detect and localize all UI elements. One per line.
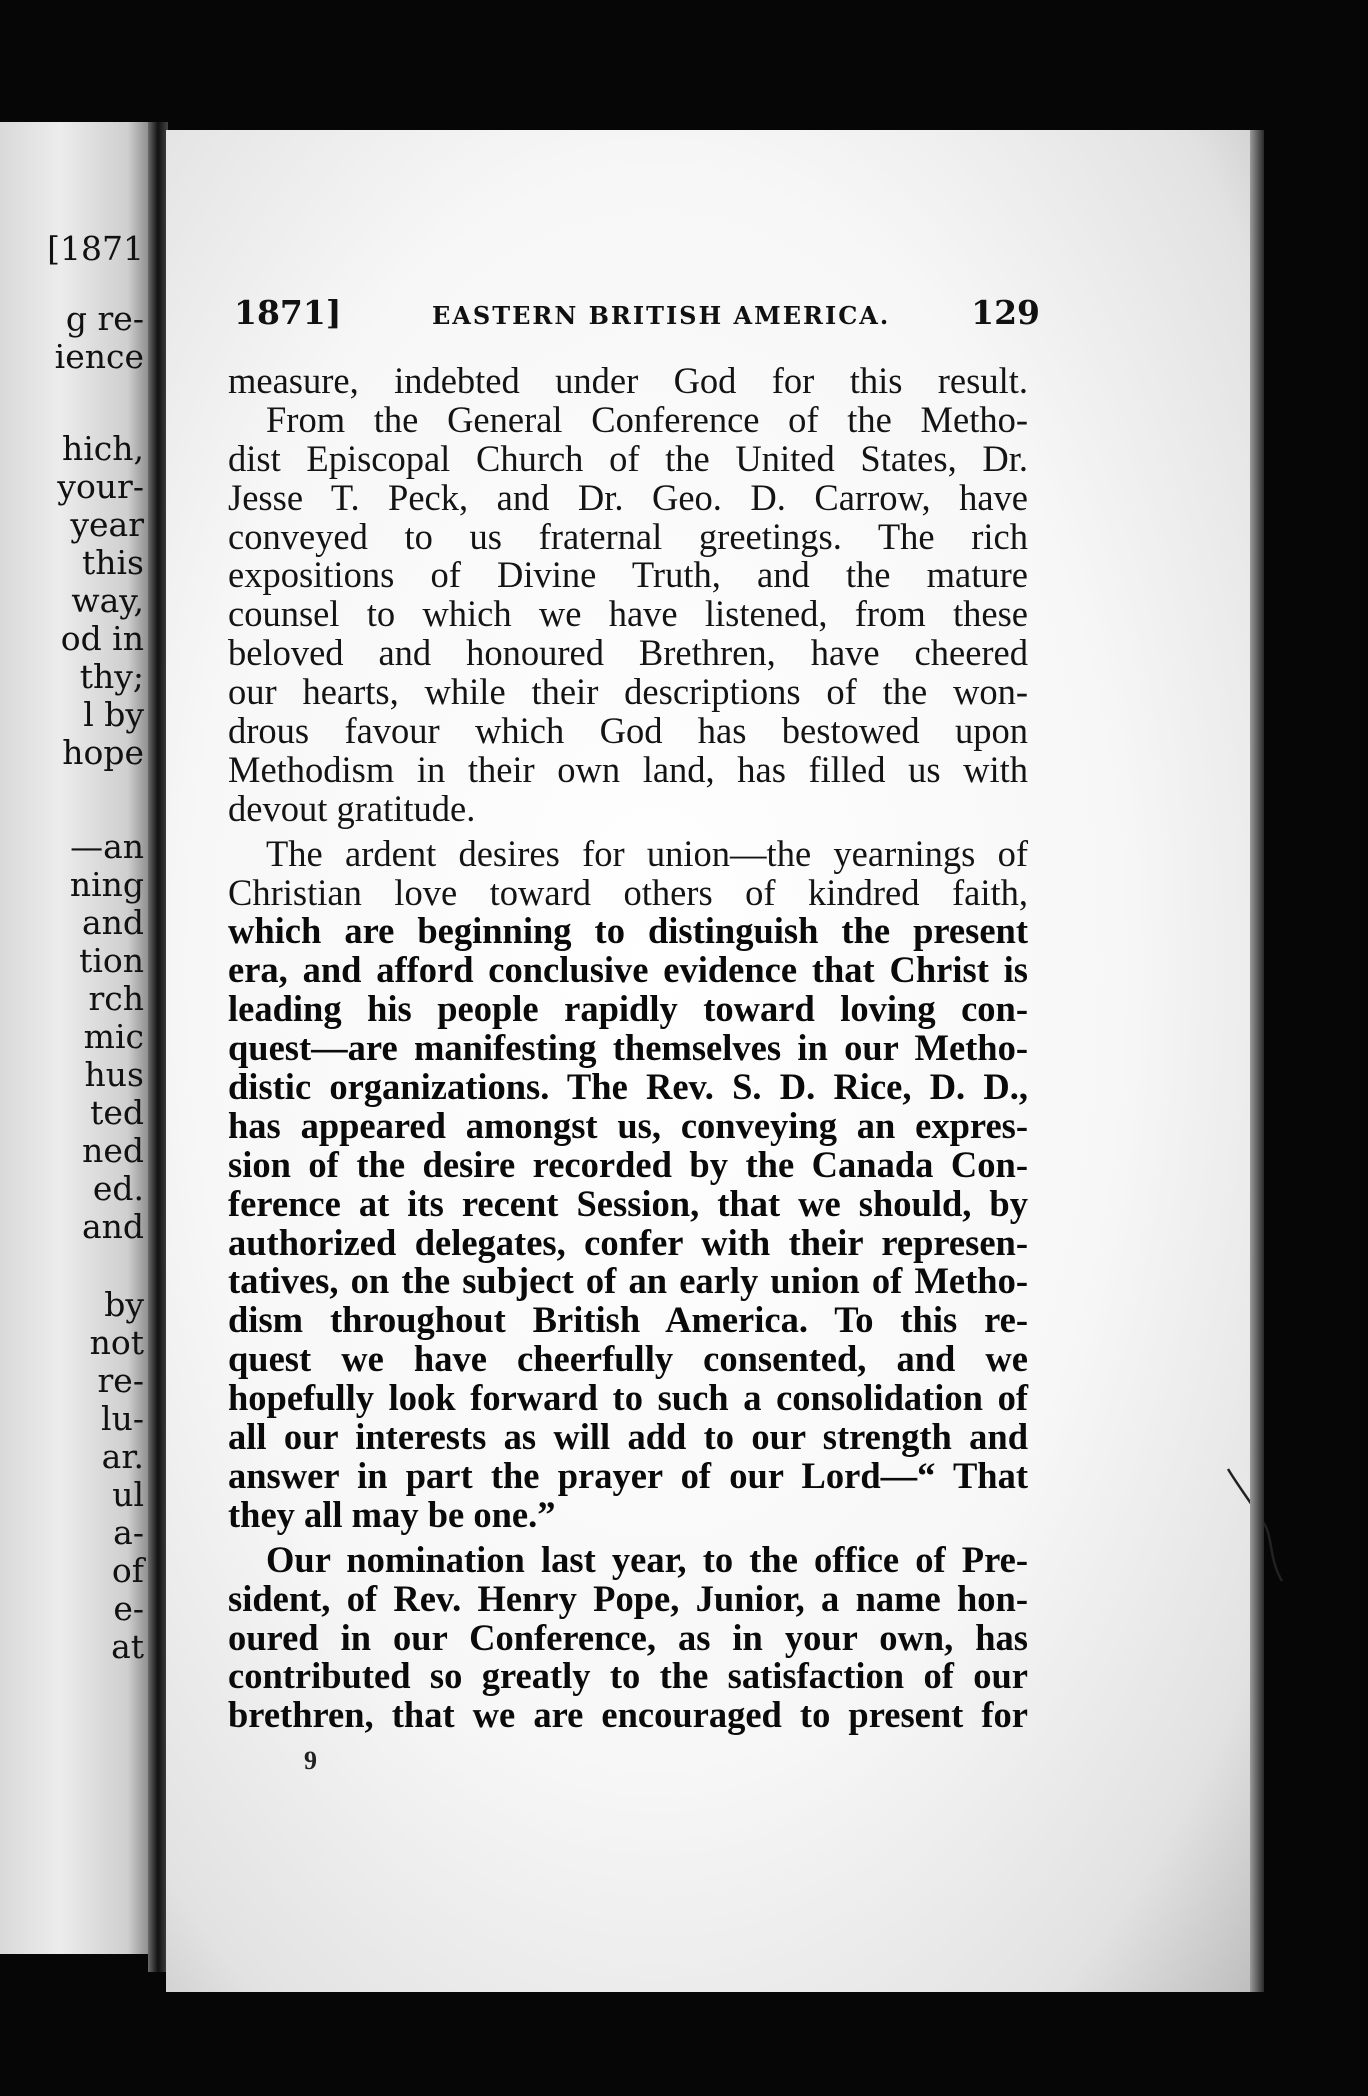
left-page-line: hich, bbox=[61, 429, 144, 468]
text-line: dist Episcopal Church of the United States, Dr. bbox=[228, 437, 1028, 479]
left-page-line: ed. bbox=[92, 1169, 144, 1208]
text-line: ference at its recent Session, that we should, by bbox=[228, 1182, 1028, 1224]
scratch-mark bbox=[1226, 1465, 1286, 1585]
page-number: 129 bbox=[971, 293, 1040, 332]
left-page-line: ar. bbox=[101, 1437, 144, 1476]
text-line: all our interests as will add to our strength and bbox=[228, 1416, 1028, 1458]
text-line: expositions of Divine Truth, and the mature bbox=[228, 554, 1028, 596]
text-line: dism throughout British America. To this re- bbox=[228, 1299, 1028, 1341]
left-page-line: od in bbox=[60, 619, 144, 658]
text-line: leading his people rapidly toward loving con- bbox=[228, 988, 1028, 1030]
left-page-line: ning bbox=[69, 865, 144, 904]
text-line: they all may be one.” bbox=[228, 1493, 556, 1535]
left-page-fragment bbox=[0, 122, 150, 1954]
text-line: our hearts, while their descriptions of the won- bbox=[228, 671, 1028, 713]
text-line: Jesse T. Peck, and Dr. Geo. D. Carrow, have bbox=[228, 476, 1028, 518]
left-page-line: ul bbox=[112, 1475, 144, 1514]
text-line: drous favour which God has bestowed upon bbox=[228, 710, 1028, 752]
signature-mark: 9 bbox=[304, 1746, 317, 1775]
left-page-line: ned bbox=[82, 1131, 144, 1170]
left-page-line: and bbox=[81, 903, 144, 942]
left-page-line: by bbox=[104, 1285, 144, 1324]
text-line: The ardent desires for union—the yearnings of bbox=[266, 832, 1028, 874]
left-page-line: at bbox=[111, 1627, 144, 1666]
text-line: oured in our Conference, as in your own, has bbox=[228, 1616, 1028, 1658]
text-line: has appeared amongst us, conveying an expres- bbox=[228, 1104, 1028, 1146]
text-line: sion of the desire recorded by the Canada Con- bbox=[228, 1143, 1028, 1185]
left-page-line: a- bbox=[113, 1513, 144, 1552]
left-page-line: hus bbox=[84, 1055, 144, 1094]
text-line: devout gratitude. bbox=[228, 787, 476, 829]
text-line: distic organizations. The Rev. S. D. Rice, D. D., bbox=[228, 1066, 1028, 1108]
left-page-line: —an bbox=[70, 827, 144, 866]
page-body-text bbox=[228, 362, 1028, 1735]
left-page-line: thy; bbox=[79, 657, 144, 696]
left-page-line: mic bbox=[83, 1017, 144, 1056]
header-year: 1871] bbox=[234, 293, 342, 332]
left-page-line: e- bbox=[113, 1589, 144, 1628]
book-page bbox=[166, 130, 1256, 1992]
text-line: Our nomination last year, to the office of Pre- bbox=[266, 1538, 1028, 1580]
text-line: authorized delegates, confer with their represen- bbox=[228, 1221, 1028, 1263]
left-page-line: rch bbox=[88, 979, 144, 1018]
text-line: Methodism in their own land, has filled us with bbox=[228, 748, 1028, 790]
running-head bbox=[234, 293, 1040, 339]
left-page-line: way, bbox=[71, 581, 144, 620]
text-line: answer in part the prayer of our Lord—“ That bbox=[228, 1454, 1028, 1496]
left-page-line: tion bbox=[79, 941, 144, 980]
left-page-line: [1871 bbox=[47, 229, 144, 268]
text-line: quest—are manifesting themselves in our Metho- bbox=[228, 1027, 1028, 1069]
text-line: brethren, that we are encouraged to present for bbox=[228, 1694, 1028, 1736]
left-page-line: ted bbox=[90, 1093, 144, 1132]
left-page-line: hope bbox=[62, 733, 144, 772]
left-page-line: g re- bbox=[65, 299, 144, 338]
left-page-line: year bbox=[70, 505, 144, 544]
text-line: tatives, on the subject of an early union of Metho- bbox=[228, 1260, 1028, 1302]
text-line: conveyed to us fraternal greetings. The rich bbox=[228, 515, 1028, 557]
text-line: From the General Conference of the Metho- bbox=[266, 398, 1028, 440]
left-page-line: and bbox=[81, 1207, 144, 1246]
left-page-line: ience bbox=[54, 337, 144, 376]
text-line: counsel to which we have listened, from these bbox=[228, 593, 1028, 635]
left-page-line: not bbox=[89, 1323, 144, 1362]
text-line: hopefully look forward to such a consolidation of bbox=[228, 1377, 1028, 1419]
text-line: which are beginning to distinguish the present bbox=[228, 910, 1028, 952]
left-page-line: this bbox=[81, 543, 144, 582]
left-page-line: re- bbox=[97, 1361, 144, 1400]
text-line: beloved and honoured Brethren, have cheered bbox=[228, 632, 1028, 674]
text-line: measure, indebted under God for this result. bbox=[228, 360, 1028, 401]
text-line: quest we have cheerfully consented, and we bbox=[228, 1338, 1028, 1380]
left-page-line: lu- bbox=[101, 1399, 144, 1438]
book-gutter bbox=[148, 122, 168, 1972]
left-page-line: of bbox=[111, 1551, 144, 1590]
left-page-line: your- bbox=[57, 467, 144, 506]
header-title: EASTERN BRITISH AMERICA. bbox=[432, 301, 891, 330]
text-line: era, and afford conclusive evidence that Christ is bbox=[228, 949, 1028, 991]
text-line: Christian love toward others of kindred faith, bbox=[228, 871, 1028, 913]
text-line: contributed so greatly to the satisfaction of our bbox=[228, 1655, 1028, 1697]
left-page-line: l by bbox=[83, 695, 144, 734]
text-line: sident, of Rev. Henry Pope, Junior, a name hon- bbox=[228, 1577, 1028, 1619]
